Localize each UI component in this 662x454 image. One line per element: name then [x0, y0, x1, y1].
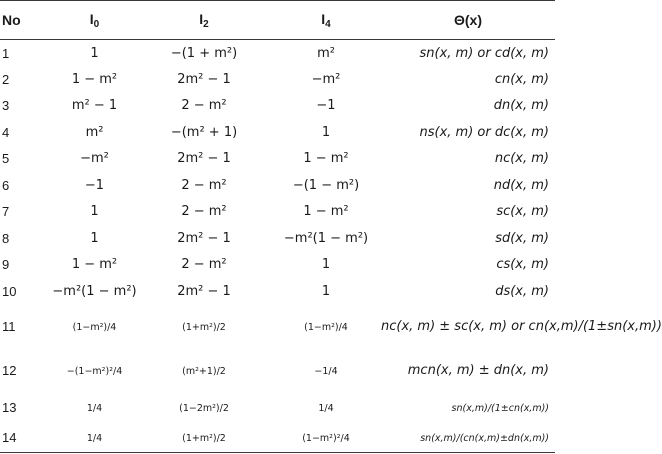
table-row	[0, 93, 555, 120]
cell-i4: (1−m²)²/4	[271, 423, 381, 453]
cell-i0: 1 − m²	[71, 71, 118, 87]
table-row	[0, 423, 555, 453]
cell-no: 2	[2, 71, 10, 87]
table-row	[0, 146, 555, 173]
cell-i2: 2m² − 1	[177, 71, 231, 87]
cell-i2: (1+m²)/2	[182, 322, 226, 333]
cell-no: 12	[2, 363, 17, 378]
cell-theta: ns(x, m) or dc(x, m)	[419, 124, 549, 140]
cell-i4: (1−m²)/4	[304, 322, 348, 333]
cell-i4: −m²	[311, 71, 341, 87]
table-row	[0, 252, 555, 279]
cell-no: 10	[2, 283, 17, 299]
header-i2: $I_2$	[137, 1, 271, 40]
cell-i0: 1/4	[86, 403, 103, 414]
header-no: No	[0, 1, 52, 40]
cell-no: 7	[2, 204, 10, 220]
cell-i4: 1	[321, 257, 331, 273]
header-theta: Θ(x)	[381, 1, 555, 40]
cell-theta: sn(x,m)/(cn(x,m)±dn(x,m))	[381, 423, 555, 453]
cell-i2: −(1 + m²)	[170, 45, 238, 61]
header-i4: $I_4$	[271, 1, 381, 40]
cell-i0: 1/4	[52, 423, 137, 453]
cell-no: 13	[2, 400, 17, 415]
cell-theta: sc(x, m)	[496, 204, 549, 220]
cell-i4: −(1 − m²)	[292, 177, 360, 193]
cell-theta: sn(x,m)/(1±cn(x,m))	[451, 403, 549, 414]
cell-theta: sd(x, m)	[495, 230, 549, 246]
cell-i2: 2 − m²	[181, 257, 227, 273]
table-row	[0, 349, 555, 393]
cell-theta: nc(x, m) ± sc(x, m) or cn(x,m)/(1±sn(x,m))	[381, 319, 662, 334]
cell-i0: 1	[90, 204, 99, 220]
cell-i4: 1/4	[318, 403, 334, 414]
cell-i2: (1−2m²)/2	[179, 403, 229, 414]
header-row	[0, 1, 555, 40]
cell-i4: 1	[321, 124, 331, 140]
cell-no: 11	[2, 319, 16, 334]
cell-theta: nc(x, m)	[494, 151, 549, 167]
cell-i2: 2m² − 1	[177, 151, 231, 167]
cell-i0: 1	[90, 45, 99, 61]
table-row	[0, 393, 555, 423]
cell-i2: 2 − m²	[181, 204, 227, 220]
cell-i0: m² − 1	[71, 98, 118, 114]
cell-i2: 2m² − 1	[177, 230, 231, 246]
cell-i4: −1/4	[314, 366, 338, 377]
cell-i4: 1 − m²	[303, 151, 349, 167]
cell-theta: ds(x, m)	[495, 283, 549, 299]
cell-no: 9	[2, 257, 10, 273]
table-row	[0, 40, 555, 67]
table-row	[0, 278, 555, 305]
cell-i2: 2 − m²	[181, 177, 227, 193]
cell-i2: (m²+1)/2	[182, 366, 226, 377]
cell-i2: 2m² − 1	[177, 283, 231, 299]
table-row	[0, 225, 555, 252]
cell-i4: 1 − m²	[303, 204, 349, 220]
cell-i0: −m²	[80, 151, 109, 167]
cell-theta: mcn(x, m) ± dn(x, m)	[407, 363, 549, 378]
cell-theta: cn(x, m)	[494, 71, 549, 87]
cell-i0: 1 − m²	[71, 257, 118, 273]
cell-no: 14	[0, 423, 52, 453]
table-row	[0, 119, 555, 146]
cell-no: 4	[2, 124, 10, 140]
cell-no: 5	[2, 151, 10, 167]
table-row	[0, 172, 555, 199]
cell-no: 1	[2, 45, 10, 61]
cell-i4: 1	[321, 283, 331, 299]
table-row	[0, 66, 555, 93]
cell-theta: sn(x, m) or cd(x, m)	[419, 45, 549, 61]
cell-i2: 2 − m²	[181, 98, 227, 114]
cell-no: 3	[2, 98, 10, 114]
cell-theta: cs(x, m)	[496, 257, 549, 273]
cell-theta: dn(x, m)	[493, 98, 549, 114]
cell-i0: −1	[84, 177, 105, 193]
cell-no: 8	[2, 230, 10, 246]
cell-i0: 1	[90, 230, 99, 246]
table-row	[0, 199, 555, 226]
cell-i0: m²	[85, 124, 104, 140]
cell-i0: −(1−m²)²/4	[66, 366, 123, 377]
cell-i0: −m²(1 − m²)	[52, 283, 137, 299]
header-i0: $I_0$	[52, 1, 137, 40]
cell-i2: (1+m²)/2	[137, 423, 271, 453]
cell-i4: −1	[316, 98, 336, 114]
cell-theta: nd(x, m)	[493, 177, 549, 193]
cell-i2: −(m² + 1)	[170, 124, 238, 140]
cell-i4: m²	[317, 45, 335, 61]
cell-i0: (1−m²)/4	[72, 322, 117, 333]
table-body	[0, 40, 662, 453]
cell-no: 6	[2, 177, 10, 193]
cell-i4: −m²(1 − m²)	[283, 230, 369, 246]
table-row	[0, 305, 555, 349]
